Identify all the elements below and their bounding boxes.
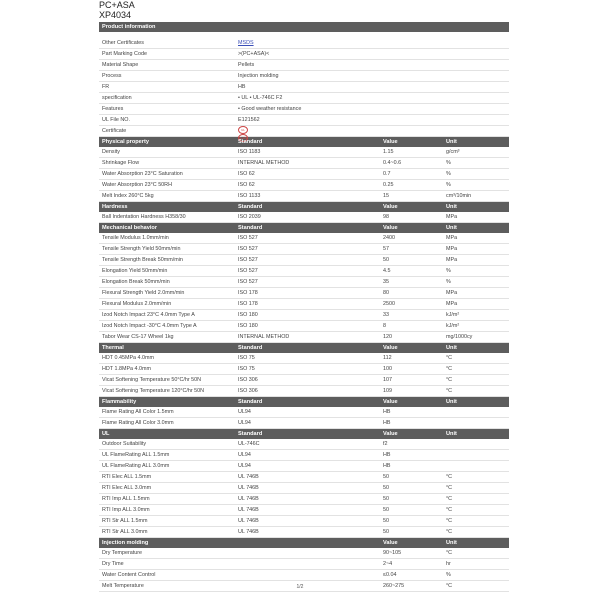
property-unit: % [446, 268, 451, 274]
info-row [99, 93, 509, 104]
property-standard [238, 548, 383, 558]
info-label: Material Shape [102, 62, 139, 68]
section-header [99, 223, 509, 233]
property-name: UL FlameRating ALL 3.0mm [102, 463, 170, 469]
info-value: >(PC+ASA)< [238, 51, 270, 57]
property-unit: % [446, 182, 451, 188]
column-header: Standard [238, 225, 263, 231]
section-title: Physical property [102, 139, 149, 145]
section-header [99, 397, 509, 407]
info-value: • Good weather resistance [238, 106, 302, 112]
info-label: Process [102, 73, 122, 79]
property-row [99, 180, 509, 191]
property-name: Tensile Strength Yield 50mm/min [102, 246, 181, 252]
property-row [99, 386, 509, 397]
property-row [99, 483, 509, 494]
property-value: 2500 [383, 301, 395, 307]
property-standard: ISO 1183 [238, 149, 261, 155]
property-value: 35 [383, 279, 389, 285]
property-unit: MPa [446, 290, 458, 296]
product-code: XP4034 [99, 10, 132, 20]
column-header: Unit [446, 399, 457, 405]
property-value: f2 [383, 441, 388, 447]
property-standard: ISO 527 [238, 268, 258, 274]
property-value: 0.7 [383, 171, 391, 177]
column-header: Standard [238, 431, 263, 437]
property-row [99, 288, 509, 299]
column-header: Value [383, 540, 398, 546]
property-row [99, 212, 509, 223]
column-header [238, 538, 383, 548]
property-unit: hr [446, 561, 451, 567]
property-row [99, 299, 509, 310]
property-row [99, 169, 509, 180]
property-name: Tabor Wear CS-17 Wheel 1kg [102, 334, 174, 340]
section-title: Hardness [102, 204, 128, 210]
info-row [99, 49, 509, 60]
property-value: 90~105 [383, 550, 402, 556]
property-unit: % [446, 279, 451, 285]
document-title [99, 0, 135, 20]
property-unit: MPa [446, 257, 458, 263]
property-row [99, 527, 509, 538]
property-standard: ISO 2039 [238, 214, 261, 220]
property-name: Melt Index 260°C 5kg [102, 193, 154, 199]
product-info-header [99, 22, 509, 32]
property-row [99, 233, 509, 244]
property-value: 260~275 [383, 583, 405, 589]
property-value: ≤0.04 [383, 572, 397, 578]
section-title: Injection molding [102, 540, 149, 546]
property-standard: UL-746C [238, 441, 260, 447]
column-header: Value [383, 204, 398, 210]
property-unit: % [446, 160, 451, 166]
property-standard: ISO 75 [238, 366, 255, 372]
column-header: Unit [446, 540, 457, 546]
column-header: Unit [446, 345, 457, 351]
property-value: 8 [383, 323, 386, 329]
msds-link[interactable]: MSDS [238, 40, 254, 46]
info-row [99, 115, 509, 126]
property-name: Elongation Yield 50mm/min [102, 268, 168, 274]
property-unit: °C [446, 474, 453, 480]
property-name: Water Content Control [102, 572, 156, 578]
property-row [99, 407, 509, 418]
section-header [99, 202, 509, 212]
property-standard [238, 559, 383, 569]
property-name: Vicat Softening Temperature 50°C/hr 50N [102, 377, 202, 383]
info-label: Other Certificates [102, 40, 144, 46]
info-row [99, 60, 509, 71]
property-value: 107 [383, 377, 392, 383]
property-standard: UL94 [238, 420, 251, 426]
property-value: 2~4 [383, 561, 393, 567]
property-value: 120 [383, 334, 392, 340]
column-header: Value [383, 345, 398, 351]
property-standard: ISO 527 [238, 235, 258, 241]
rohs-logo-icon: RoHS [239, 136, 248, 140]
property-row [99, 548, 509, 559]
property-value: 50 [383, 496, 389, 502]
datasheet [99, 22, 509, 592]
info-row [99, 38, 509, 49]
property-name: Flexural Strength Yield 2.0mm/min [102, 290, 185, 296]
property-unit [446, 418, 509, 428]
property-value: 0.4~0.6 [383, 160, 402, 166]
property-row [99, 364, 509, 375]
info-row [99, 104, 509, 115]
property-name: Dry Time [102, 561, 124, 567]
column-header: Unit [446, 204, 457, 210]
property-row [99, 461, 509, 472]
info-label: Certificate [102, 128, 127, 134]
property-standard: ISO 62 [238, 182, 255, 188]
property-value: 4.5 [383, 268, 391, 274]
property-unit: mg/1000cy [446, 334, 473, 340]
property-value: 100 [383, 366, 392, 372]
property-value: 109 [383, 388, 392, 394]
property-unit: °C [446, 366, 453, 372]
property-value: 15 [383, 193, 389, 199]
property-value: HB [383, 463, 391, 469]
property-name: Water Absorption 23°C Saturation [102, 171, 183, 177]
property-name: HDT 0.45MPa 4.0mm [102, 355, 155, 361]
property-standard: UL 746B [238, 507, 259, 513]
property-row [99, 570, 509, 581]
property-name: Water Absorption 23°C 50RH [102, 182, 172, 188]
info-row [99, 82, 509, 93]
property-standard: ISO 527 [238, 246, 258, 252]
property-row [99, 375, 509, 386]
property-value: 98 [383, 214, 389, 220]
property-value: 50 [383, 485, 389, 491]
property-row [99, 158, 509, 169]
property-unit: % [446, 171, 451, 177]
column-header: Value [383, 431, 398, 437]
property-unit [446, 439, 509, 449]
property-standard: UL 746B [238, 529, 259, 535]
property-unit: °C [446, 496, 453, 502]
column-header: Value [383, 139, 398, 145]
info-value: • UL • UL-746C F2 [238, 95, 283, 101]
property-unit: °C [446, 529, 453, 535]
column-header: Value [383, 399, 398, 405]
property-row [99, 321, 509, 332]
column-header: Standard [238, 345, 263, 351]
property-value: 112 [383, 355, 392, 361]
info-label: Features [102, 106, 124, 112]
property-name: Tensile Strength Break 50mm/min [102, 257, 183, 263]
property-value: HB [383, 420, 391, 426]
property-value: HB [383, 452, 391, 458]
property-unit: kJ/m² [446, 323, 460, 329]
info-row [99, 126, 509, 140]
section-title: UL [102, 431, 110, 437]
property-name: Flame Rating All Color 1.5mm [102, 409, 174, 415]
property-name: Izod Notch Impact -30°C 4.0mm Type A [102, 323, 197, 329]
property-value: 50 [383, 257, 389, 263]
property-unit: % [446, 572, 451, 578]
info-label: Part Marking Code [102, 51, 147, 57]
section-header [99, 429, 509, 439]
property-name: Shrinkage Flow [102, 160, 140, 166]
property-row [99, 255, 509, 266]
property-standard: ISO 180 [238, 323, 258, 329]
property-unit: °C [446, 583, 453, 589]
column-header: Unit [446, 225, 457, 231]
info-row [99, 71, 509, 82]
property-standard: ISO 75 [238, 355, 255, 361]
property-row [99, 505, 509, 516]
property-row [99, 147, 509, 158]
property-unit: °C [446, 377, 453, 383]
property-value: 1.15 [383, 149, 394, 155]
property-standard: UL94 [238, 463, 251, 469]
section-title: Thermal [102, 345, 124, 351]
property-value: 50 [383, 507, 389, 513]
property-name: HDT 1.8MPa 4.0mm [102, 366, 152, 372]
property-value: 2400 [383, 235, 395, 241]
property-unit: MPa [446, 301, 458, 307]
property-name: RTI Elec ALL 3.0mm [102, 485, 152, 491]
property-name: Izod Notch Impact 23°C 4.0mm Type A [102, 312, 195, 318]
property-standard: ISO 180 [238, 312, 258, 318]
info-label: FR [102, 84, 110, 90]
property-name: RTI Elec ALL 1.5mm [102, 474, 152, 480]
column-header: Standard [238, 399, 263, 405]
property-name: RTI Imp ALL 1.5mm [102, 496, 150, 502]
property-standard: ISO 178 [238, 301, 258, 307]
info-value: HB [238, 84, 246, 90]
section-title: Product information [102, 24, 156, 30]
info-value: Pellets [238, 62, 255, 68]
property-unit: °C [446, 550, 453, 556]
property-standard: UL 746B [238, 485, 259, 491]
property-row [99, 516, 509, 527]
property-row [99, 277, 509, 288]
property-unit: °C [446, 507, 453, 513]
property-unit: MPa [446, 214, 458, 220]
property-standard: UL 746B [238, 496, 259, 502]
property-unit: °C [446, 485, 453, 491]
property-standard: ISO 178 [238, 290, 258, 296]
property-unit: kJ/m² [446, 312, 460, 318]
property-standard: ISO 527 [238, 257, 258, 263]
property-name: Ball Indentation Hardness H358/30 [102, 214, 186, 220]
property-value: 80 [383, 290, 389, 296]
property-unit: MPa [446, 235, 458, 241]
property-name: Flame Rating All Color 3.0mm [102, 420, 174, 426]
property-unit: °C [446, 355, 453, 361]
section-header [99, 137, 509, 147]
info-value: Injection molding [238, 73, 279, 79]
property-row [99, 559, 509, 570]
property-value: HB [383, 409, 391, 415]
property-value: 50 [383, 518, 389, 524]
property-row [99, 450, 509, 461]
section-title: Mechanical behavior [102, 225, 158, 231]
property-standard: UL 746B [238, 518, 259, 524]
property-row [99, 353, 509, 364]
property-name: Outdoor Suitability [102, 441, 147, 447]
info-value: E121562 [238, 117, 260, 123]
property-name: RTI Str ALL 1.5mm [102, 518, 148, 524]
property-row [99, 418, 509, 429]
property-name: RTI Imp ALL 3.0mm [102, 507, 150, 513]
property-standard: UL 746B [238, 474, 259, 480]
property-value: 33 [383, 312, 389, 318]
property-name: Flexural Modulus 2.0mm/min [102, 301, 172, 307]
property-standard: UL94 [238, 452, 251, 458]
section-header [99, 538, 509, 548]
property-standard: INTERNAL METHOD [238, 334, 290, 340]
property-name: Density [102, 149, 120, 155]
property-row [99, 244, 509, 255]
property-row [99, 494, 509, 505]
property-unit: cm³/10min [446, 193, 472, 199]
property-row [99, 310, 509, 321]
property-name: RTI Str ALL 3.0mm [102, 529, 148, 535]
property-value: 0.25 [383, 182, 394, 188]
property-name: Elongation Break 50mm/min [102, 279, 170, 285]
property-row [99, 332, 509, 343]
property-name: Vicat Softening Temperature 120°C/hr 50N [102, 388, 205, 394]
property-value: 57 [383, 246, 389, 252]
section-title: Flammability [102, 399, 137, 405]
property-name: Melt Temperature [102, 583, 144, 589]
property-name: UL FlameRating ALL 1.5mm [102, 452, 170, 458]
info-label: specification [102, 95, 132, 101]
property-row [99, 266, 509, 277]
property-standard: ISO 527 [238, 279, 258, 285]
property-row [99, 191, 509, 202]
property-standard: ISO 306 [238, 377, 258, 383]
property-row [99, 472, 509, 483]
property-unit: °C [446, 388, 453, 394]
property-standard: ISO 62 [238, 171, 255, 177]
column-header: Unit [446, 431, 457, 437]
column-header: Standard [238, 139, 263, 145]
property-standard: UL94 [238, 409, 251, 415]
column-header: Standard [238, 204, 263, 210]
info-label: UL File NO. [102, 117, 130, 123]
property-value: 50 [383, 474, 389, 480]
property-name: Tensile Modulus 1.0mm/min [102, 235, 169, 241]
property-row [99, 439, 509, 450]
property-unit: °C [446, 518, 453, 524]
property-value: 50 [383, 529, 389, 535]
info-value [238, 126, 509, 140]
property-unit [446, 407, 509, 417]
product-grade-name: PC+ASA [99, 0, 135, 10]
property-unit: MPa [446, 246, 458, 252]
section-header [99, 343, 509, 353]
property-standard: ISO 306 [238, 388, 258, 394]
page-number: 1/2 [296, 584, 304, 590]
column-header: Unit [446, 139, 457, 145]
property-name: Dry Temperature [102, 550, 143, 556]
property-unit: g/cm³ [446, 149, 460, 155]
property-standard: ISO 1133 [238, 193, 261, 199]
column-header: Value [383, 225, 398, 231]
ul-logo-icon: UL [238, 126, 248, 134]
property-unit [446, 450, 509, 460]
property-standard: INTERNAL METHOD [238, 160, 290, 166]
property-unit [446, 461, 509, 471]
property-standard [238, 570, 383, 580]
